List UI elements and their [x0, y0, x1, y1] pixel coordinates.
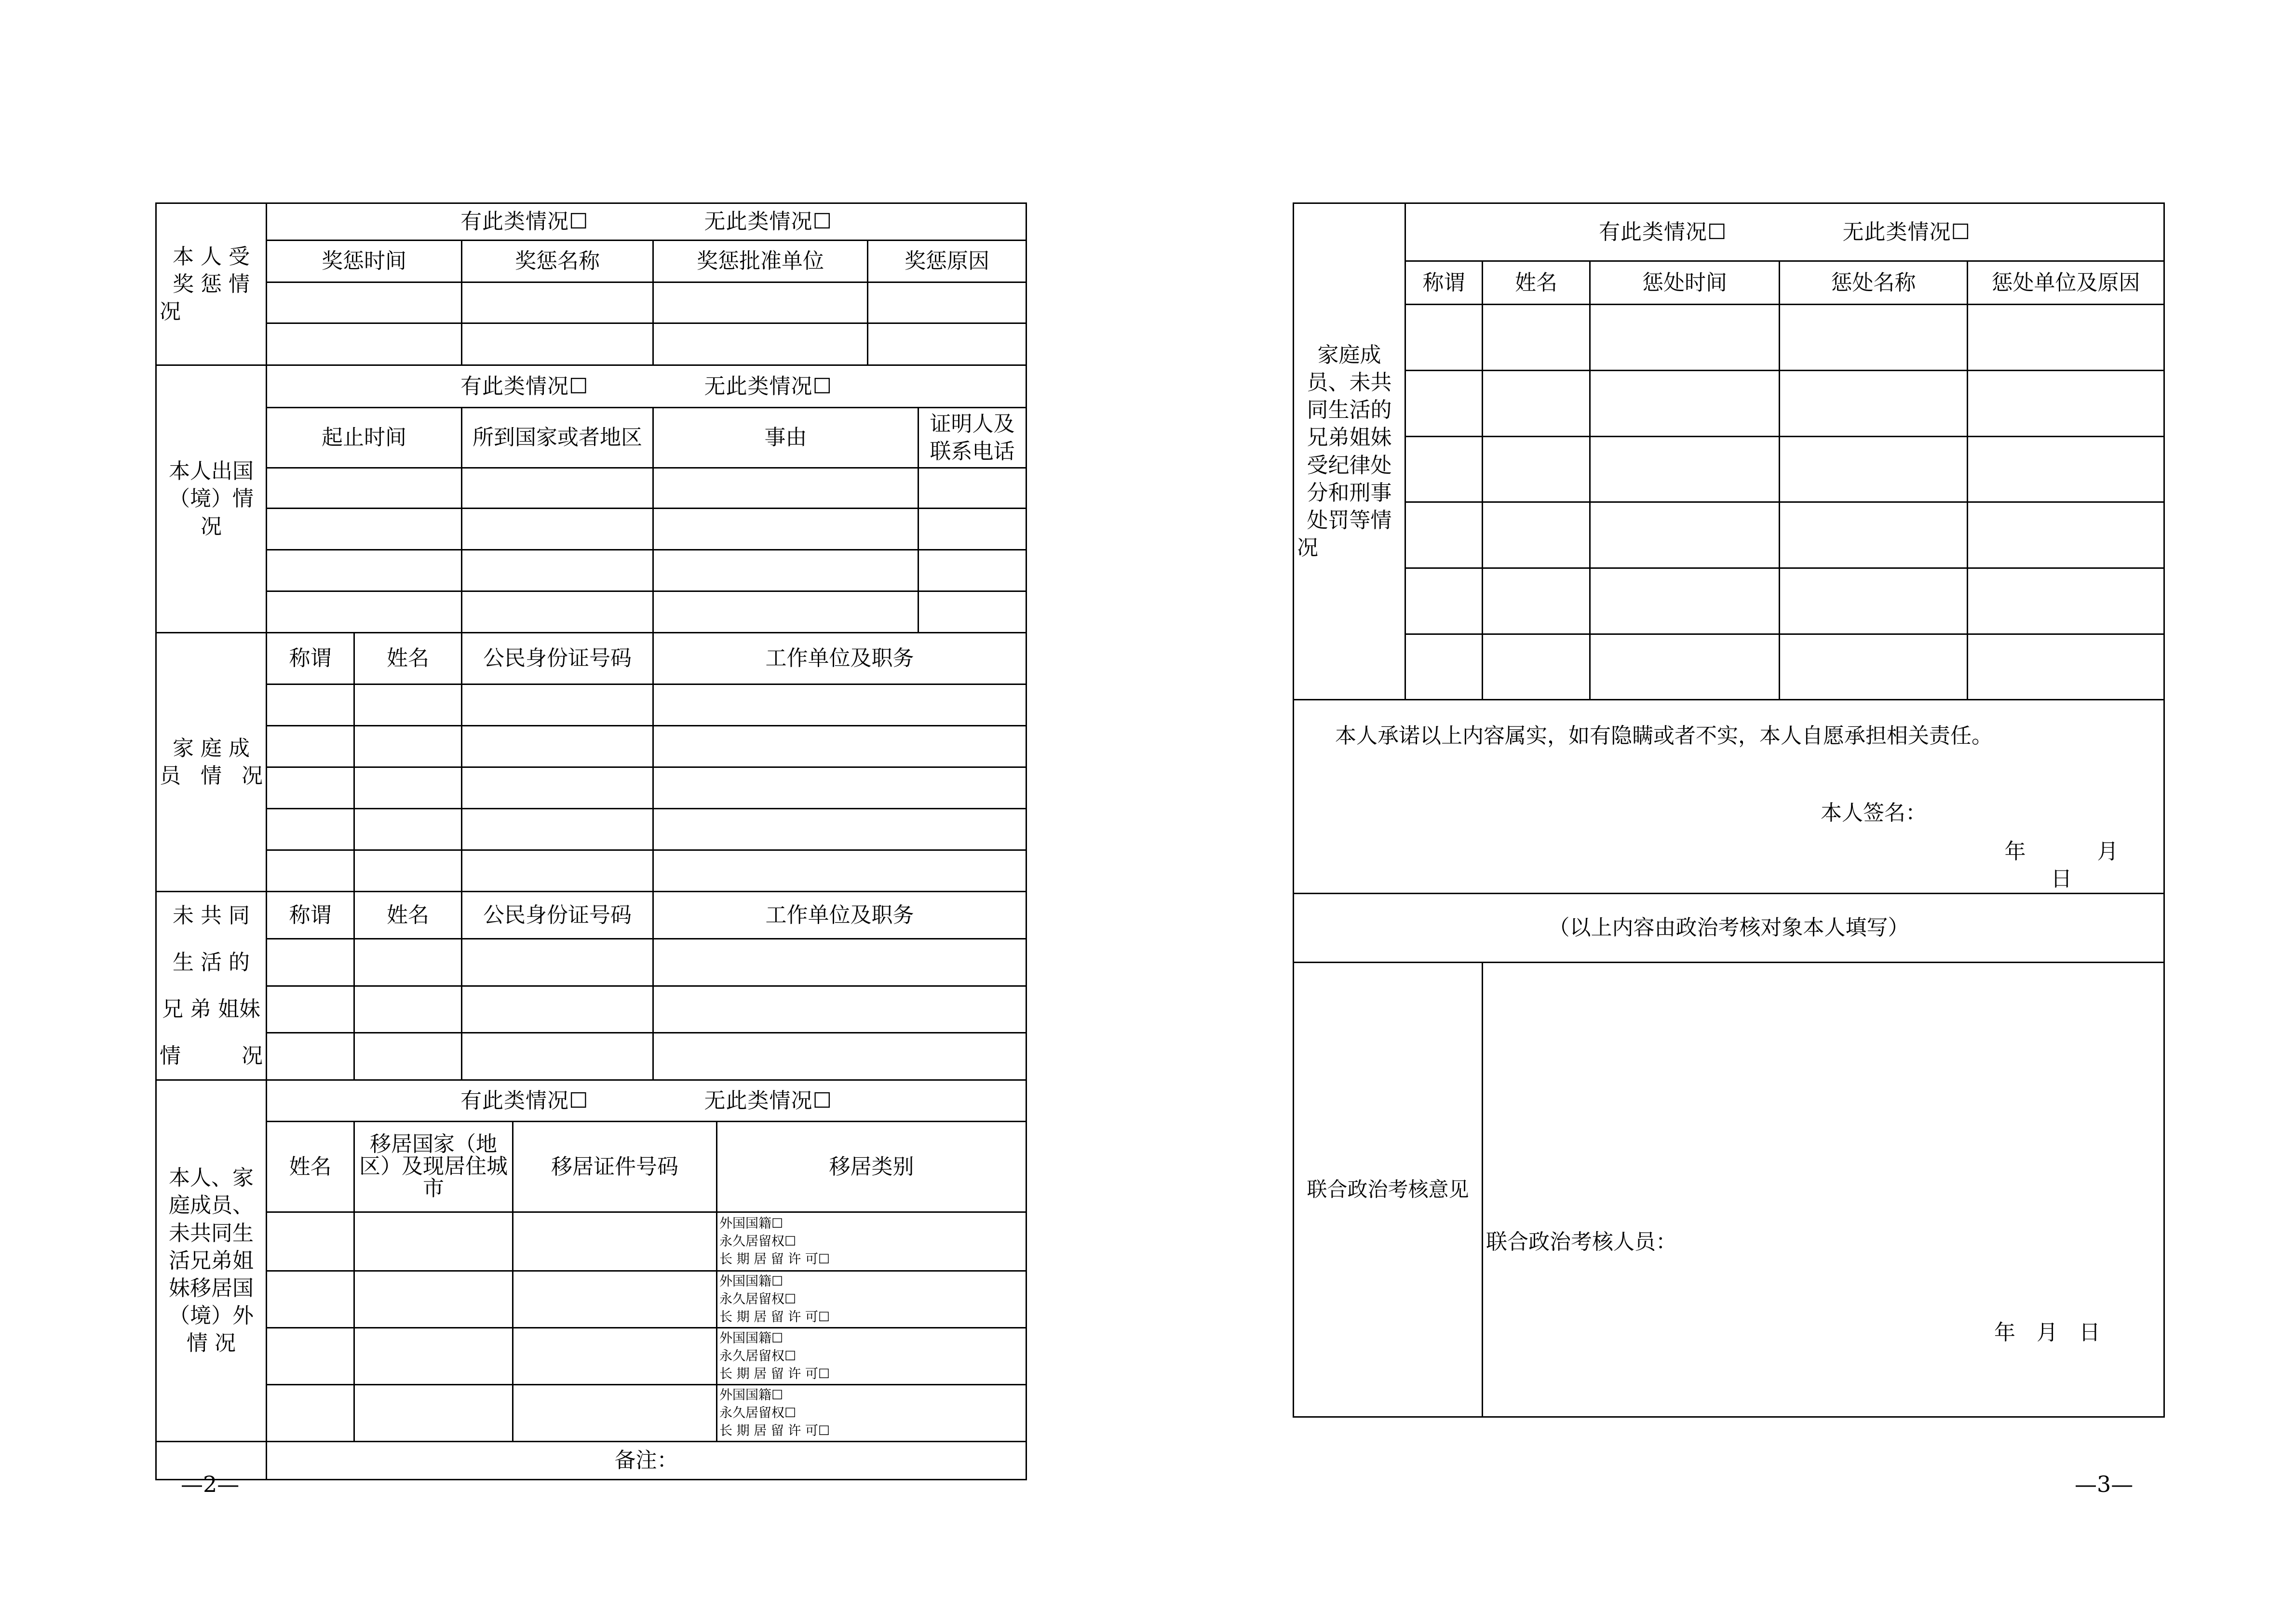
signature-field[interactable]: 本人签名： [1821, 801, 1927, 825]
travel-status-row [156, 365, 1026, 408]
long-term-residence-checkbox[interactable]: 长 期 居 留 许 可☐ [719, 1251, 830, 1267]
discipline-entry-row [1294, 502, 2164, 568]
family-col-name: 姓名 [354, 633, 462, 684]
emigration-category-options [717, 1212, 1026, 1271]
discipline-entry-row [1294, 634, 2164, 700]
form-page-2 [155, 202, 1026, 1473]
discipline-has-checkbox[interactable]: 有此类情况☐ [1599, 219, 1727, 244]
emigration-section-label: 本人、家庭成员、未共同生活兄弟姐妹移居国（境）外 情 况 [156, 1080, 267, 1442]
family-col-relation: 称谓 [267, 633, 354, 684]
political-review-form-page-2 [155, 202, 1027, 1480]
travel-none-checkbox[interactable]: 无此类情况☐ [704, 374, 832, 399]
siblings-entry-row [156, 1033, 1026, 1080]
travel-entry-row [156, 509, 1026, 550]
family-col-employer: 工作单位及职务 [653, 633, 1026, 684]
joint-review-row [1294, 963, 2164, 1417]
travel-entry-row [156, 468, 1026, 509]
siblings-col-name: 姓名 [354, 892, 462, 939]
joint-review-date: 年 月 日 [1994, 1320, 2100, 1345]
emigration-status-row [156, 1080, 1026, 1122]
form-page-3 [1293, 202, 2190, 1416]
rewards-entry-row [156, 323, 1026, 365]
emigration-category-options [717, 1271, 1026, 1328]
travel-status [267, 365, 1026, 408]
travel-section-label: 本人出国（境）情况 [156, 365, 267, 633]
travel-col-period: 起止时间 [267, 408, 462, 468]
travel-header-row [156, 408, 1026, 468]
remarks-label: 备注： [614, 1448, 678, 1473]
discipline-header-row [1294, 261, 2164, 305]
discipline-col-unit-reason: 惩处单位及原因 [1968, 261, 2164, 305]
siblings-section-label: 未 共 同 生 活 的 兄 弟 姐妹情况 [156, 892, 267, 1080]
joint-reviewer-label: 联合政治考核人员： [1486, 1230, 1677, 1254]
emigration-col-country: 移居国家（地区）及现居住城市 [354, 1122, 513, 1212]
joint-review-opinion-field[interactable] [1483, 963, 2164, 1417]
emigration-none-checkbox[interactable]: 无此类情况☐ [704, 1088, 832, 1113]
rewards-col-reason: 奖惩原因 [868, 241, 1026, 282]
family-entry-row [156, 809, 1026, 850]
remarks-field[interactable] [267, 1441, 1026, 1479]
foreign-nationality-checkbox[interactable]: 外国国籍☐ [719, 1274, 783, 1289]
siblings-col-employer: 工作单位及职务 [653, 892, 1026, 939]
siblings-entry-row [156, 986, 1026, 1033]
political-review-form-page-3 [1293, 202, 2190, 1418]
rewards-header-row [156, 241, 1026, 282]
family-entry-row [156, 684, 1026, 726]
travel-col-witness: 证明人及联系电话 [918, 408, 1026, 468]
rewards-col-approver: 奖惩批准单位 [653, 241, 868, 282]
pledge-box [1294, 700, 2190, 894]
family-entry-row [156, 850, 1026, 892]
emigration-category-options [717, 1384, 1026, 1441]
discipline-entry-row [1294, 371, 2164, 437]
discipline-status-row [1294, 203, 2164, 261]
foreign-nationality-checkbox[interactable]: 外国国籍☐ [719, 1216, 783, 1231]
rewards-status-row [156, 203, 1026, 241]
foreign-nationality-checkbox[interactable]: 外国国籍☐ [719, 1330, 783, 1346]
pledge-date-field[interactable]: 年 月 日 [2004, 839, 2190, 892]
siblings-header-row [156, 892, 1026, 939]
emigration-entry-row [156, 1328, 1026, 1384]
rewards-entry-row [156, 282, 1026, 323]
emigration-status [267, 1080, 1026, 1122]
family-section-label: 家 庭 成 员 情 况 [156, 633, 267, 892]
rewards-col-name: 奖惩名称 [462, 241, 653, 282]
long-term-residence-checkbox[interactable]: 长 期 居 留 许 可☐ [719, 1423, 830, 1438]
emigration-col-document: 移居证件号码 [513, 1122, 717, 1212]
family-entry-row [156, 767, 1026, 809]
discipline-entry-row [1294, 305, 2164, 371]
discipline-none-checkbox[interactable]: 无此类情况☐ [1842, 219, 1971, 244]
discipline-section-label: 家庭成员、未共同生活的兄弟姐妹受纪律处分和刑事处罚等情况 [1294, 203, 1405, 700]
emigration-header-row [156, 1122, 1026, 1212]
rewards-none-checkbox[interactable]: 无此类情况☐ [704, 209, 832, 234]
joint-review-label: 联合政治考核意见 [1294, 963, 1483, 1417]
emigration-entry-row [156, 1271, 1026, 1328]
family-entry-row [156, 726, 1026, 767]
page-number-2: —2— [181, 1471, 240, 1497]
pledge-row [1294, 700, 2164, 894]
discipline-col-penalty: 惩处名称 [1780, 261, 1968, 305]
emigration-col-name: 姓名 [267, 1122, 354, 1212]
foreign-nationality-checkbox[interactable]: 外国国籍☐ [719, 1387, 783, 1403]
siblings-col-relation: 称谓 [267, 892, 354, 939]
long-term-residence-checkbox[interactable]: 长 期 居 留 许 可☐ [719, 1309, 830, 1325]
travel-col-destination: 所到国家或者地区 [462, 408, 653, 468]
rewards-has-checkbox[interactable]: 有此类情况☐ [460, 209, 589, 234]
discipline-col-time: 惩处时间 [1590, 261, 1780, 305]
travel-col-reason: 事由 [653, 408, 918, 468]
emigration-has-checkbox[interactable]: 有此类情况☐ [460, 1088, 589, 1113]
pledge-statement: 本人承诺以上内容属实，如有隐瞒或者不实，本人自愿承担相关责任。 [1335, 724, 1993, 748]
permanent-residence-checkbox[interactable]: 永久居留权☐ [719, 1234, 797, 1249]
discipline-entry-row [1294, 568, 2164, 634]
long-term-residence-checkbox[interactable]: 长 期 居 留 许 可☐ [719, 1366, 830, 1382]
travel-entry-row [156, 550, 1026, 591]
remarks-row [156, 1441, 1026, 1479]
filled-by-row [1294, 894, 2164, 963]
permanent-residence-checkbox[interactable]: 永久居留权☐ [719, 1291, 797, 1307]
siblings-entry-row [156, 939, 1026, 986]
filled-by-note: （以上内容由政治考核对象本人填写） [1294, 894, 2164, 963]
permanent-residence-checkbox[interactable]: 永久居留权☐ [719, 1405, 797, 1421]
emigration-entry-row [156, 1384, 1026, 1441]
family-col-id: 公民身份证号码 [462, 633, 653, 684]
rewards-status [267, 203, 1026, 241]
discipline-entry-row [1294, 437, 2164, 502]
emigration-category-options [717, 1328, 1026, 1384]
discipline-col-name: 姓名 [1483, 261, 1590, 305]
discipline-col-relation: 称谓 [1405, 261, 1483, 305]
emigration-col-category: 移居类别 [717, 1122, 1026, 1212]
rewards-section-label: 本 人 受 奖 惩 情 况 [156, 203, 267, 365]
permanent-residence-checkbox[interactable]: 永久居留权☐ [719, 1348, 797, 1364]
page-number-3: —3— [2075, 1471, 2134, 1497]
rewards-col-time: 奖惩时间 [267, 241, 462, 282]
family-header-row [156, 633, 1026, 684]
discipline-status [1405, 203, 2164, 261]
travel-has-checkbox[interactable]: 有此类情况☐ [460, 374, 589, 399]
emigration-entry-row [156, 1212, 1026, 1271]
siblings-col-id: 公民身份证号码 [462, 892, 653, 939]
travel-entry-row [156, 591, 1026, 633]
